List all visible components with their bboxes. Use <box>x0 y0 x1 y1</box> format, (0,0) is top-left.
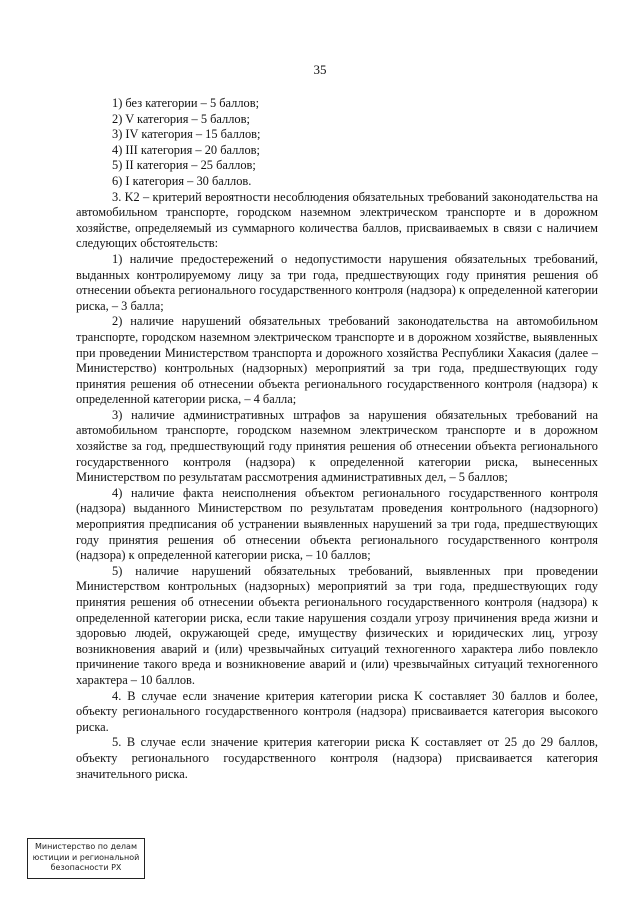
list-item: 1) без категории – 5 баллов; <box>112 96 260 110</box>
document-body <box>76 96 598 782</box>
list-item: 4) III категория – 20 баллов; <box>112 142 260 157</box>
page-number: 35 <box>313 62 327 77</box>
list-item: 3) IV категория – 15 баллов; <box>112 127 261 142</box>
category-score-list <box>112 96 598 190</box>
paragraph-item-4: 4) наличие факта неисполнения объектом регионального государственного контроля (надзора) выданного Министерством по результатам проведения контрольного (надзорного) мероприятия предписания об устранении выявленных нарушений за три года, предшествующих году принятия решения об отнесении объекта регионального государственного контроля (надзора) к определенной категории риска, – 10 баллов; <box>76 485 598 563</box>
paragraph-item-2: 2) наличие нарушений обязательных требований законодательства на автомобильном транспорте, городском наземном электрическом транспорте и в дорожном хозяйстве, выявленных при проведении Министерством транспорта и дорожного хозяйства Республики Хакасия (далее – Министерство) контрольных (надзорных) мероприятий за три года, предшествующих году принятия решения об отнесении объекта регионального государственного контроля (надзора) к определенной категории риска, – 4 балла; <box>76 314 598 407</box>
list-item: 5) II категория – 25 баллов; <box>112 158 256 173</box>
stamp-line: юстиции и региональной <box>32 852 140 862</box>
paragraph-item-1: 1) наличие предостережений о недопустимости нарушения обязательных требований, выданных контролируемому лицу за три года, предшествующих году принятия решения об отнесении объекта регионального государственного контроля (надзора) к определенной категории риска, – 3 балла; <box>76 251 598 313</box>
paragraph-item-5: 5) наличие нарушений обязательных требований, выявленных при проведении Министерством контрольных (надзорных) мероприятий за три года, предшествующих году принятия решения об отнесении объекта регионального государственного контроля (надзора) к определенной категории риска, если такие нарушения создали угрозу причинения вреда жизни и здоровью людей, окружающей среде, имуществу физических и юридических лиц, угрозу возникновения аварий и (или) чрезвычайных ситуаций техногенного характера либо повлекло причинение такого вреда и возникновение аварий и (или) чрезвычайных ситуаций техногенного характера – 10 баллов. <box>76 563 598 687</box>
list-item: 6) I категория – 30 баллов. <box>112 173 252 188</box>
list-item: 2) V категория – 5 баллов; <box>112 111 250 126</box>
paragraph-k2-criterion: 3. K2 – критерий вероятности несоблюдения обязательных требований законодательства на автомобильном транспорте, городском наземном электрическом транспорте и в дорожном хозяйстве, определяемый из суммарного количества баллов, присваиваемых в связи с наличием следующих обстоятельств: <box>76 189 598 251</box>
paragraph-significant-risk: 5. В случае если значение критерия категории риска K составляет от 25 до 29 баллов, объекту регионального государственного контроля (надзора) присваивается категория значительного риска. <box>76 735 598 781</box>
paragraph-high-risk: 4. В случае если значение критерия категории риска K составляет 30 баллов и более, объекту регионального государственного контроля (надзора) присваивается категория высокого риска. <box>76 688 598 734</box>
stamp-line: Министерство по делам <box>35 842 137 851</box>
registration-stamp <box>27 838 145 879</box>
paragraph-item-3: 3) наличие административных штрафов за нарушения обязательных требований на автомобильном транспорте, городском наземном электрическом транспорте и в дорожном хозяйстве за год, предшествующий году принятия решения об отнесении объекта регионального государственного контроля (надзора) к определенной категории риска, вынесенных Министерством по результатам рассмотрения административных дел, – 5 баллов; <box>76 407 598 485</box>
stamp-line: безопасности РХ <box>50 863 122 872</box>
